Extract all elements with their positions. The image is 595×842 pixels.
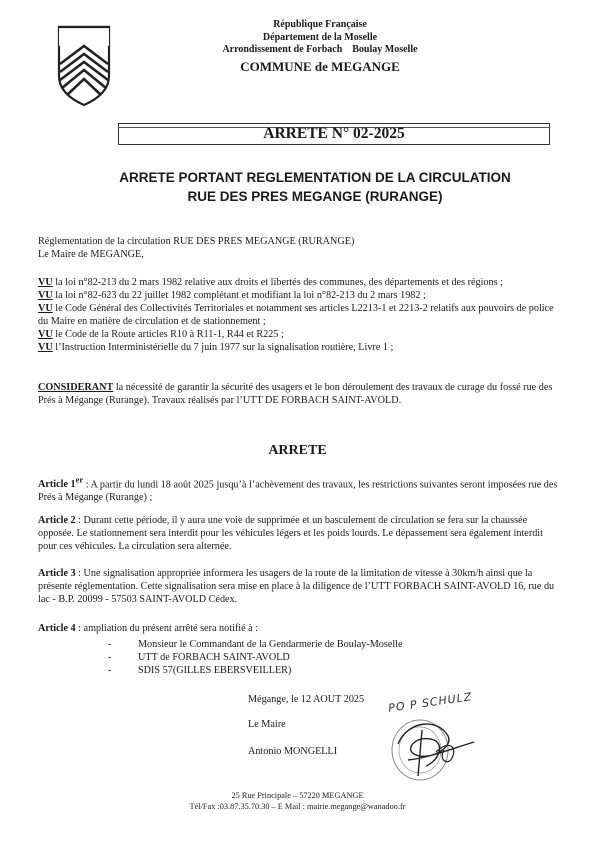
- article-paragraph: [38, 474, 558, 504]
- arrondissement-line: Arrondissement de Forbach Boulay Moselle: [222, 44, 418, 55]
- vu-item: [38, 302, 558, 328]
- article-label-text: Article 1: [38, 479, 76, 491]
- bullet-dash: -: [108, 639, 112, 650]
- recipients-list: [108, 638, 403, 677]
- bullet-dash: -: [108, 665, 112, 676]
- article-2: [38, 514, 558, 553]
- recipient: UTT de FORBACH SAINT-AVOLD: [138, 652, 290, 663]
- vu-text: le Code Général des Collectivités Territoriales et notamment ses articles L2213-1 et 2213-2 relatifs aux pouvoirs de police du Maire en matière de circulation et de stationnement ;: [38, 303, 554, 327]
- vu-label: VU: [38, 277, 53, 288]
- article-text: : A partir du lundi 18 août 2025 jusqu’à l’achèvement des travaux, les restrictions suivantes seront imposées rue des Prés à Mégange (Rurange) ;: [38, 479, 558, 504]
- article-4: [38, 622, 558, 635]
- republic-line: République Française: [273, 19, 367, 30]
- article-paragraph: [38, 567, 558, 606]
- article-paragraph: [38, 514, 558, 553]
- vu-item: [38, 289, 558, 302]
- article-paragraph: [38, 622, 558, 635]
- vu-label: VU: [38, 290, 53, 301]
- vu-item: [38, 276, 558, 289]
- list-item: [108, 651, 403, 664]
- intro: [38, 235, 558, 261]
- place-date: Mégange, le 12 AOUT 2025: [248, 694, 365, 705]
- coat-of-arms-logo: [56, 24, 112, 108]
- vu-text: la loi n°82-213 du 2 mars 1982 relative aux droits et libertés des communes, des départements et des régions ;: [52, 277, 503, 288]
- article-label: [38, 475, 84, 491]
- article-text: : Une signalisation appropriée informera les usagers de la route de la limitation de vitesse à 30km/h ainsi que la présente réglementation. Cette signalisation sera mise en place à la diligence de l’UTT FORBACH SAINT-AVOLD 16, rue du lac - B.P. 20099 - 57503 SAINT-AVOLD Cédex.: [38, 568, 555, 605]
- article-3: [38, 567, 558, 606]
- vu-item: [38, 341, 558, 354]
- arrete-number: ARRETE N° 02-2025: [263, 125, 405, 142]
- article-text: : ampliation du présent arrêté sera notifié à :: [75, 623, 259, 634]
- vu-label: VU: [38, 342, 53, 353]
- vu-label: VU: [38, 303, 53, 314]
- commune-name: COMMUNE de MEGANGE: [240, 58, 400, 74]
- vu-text: l’Instruction Interministérielle du 7 juin 1977 sur la signalisation routière, Livre 1 ;: [52, 342, 394, 353]
- signatory-role: Le Maire: [248, 719, 286, 730]
- recipient: Monsieur le Commandant de la Gendarmerie de Boulay-Moselle: [138, 639, 403, 650]
- article-1: [38, 474, 558, 504]
- vu-label: VU: [38, 329, 53, 340]
- recipient: SDIS 57(GILLES EBERSVEILLER): [138, 665, 292, 676]
- department-line: Département de la Moselle: [262, 31, 378, 43]
- considerant-paragraph: [38, 381, 558, 407]
- document-title-line1: ARRETE PORTANT REGLEMENTATION DE LA CIRCULATION: [119, 170, 511, 185]
- document-title-line2: RUE DES PRES MEGANGE (RURANGE): [187, 189, 443, 204]
- list-item: [108, 638, 403, 651]
- vu-text: le Code de la Route articles R10 à R11-1, R44 et R225 ;: [52, 329, 284, 340]
- vu-text: la loi n°82-623 du 22 juillet 1982 complétant et modifiant la loi n°82-213 du 2 mars 1982 ;: [52, 290, 426, 301]
- vu-list: [38, 276, 558, 354]
- letterhead: [150, 19, 490, 75]
- considerant-label: CONSIDERANT: [38, 382, 114, 393]
- considerant-text: la nécessité de garantir la sécurité des usagers et le bon déroulement des travaux de curage du fossé rue des Prés à Mégange (Rurange). Travaux réalisés par l’UTT DE FORBACH SAINT-AVOLD.: [38, 382, 553, 406]
- article-label: Article 2: [38, 515, 76, 526]
- considerant: [38, 381, 558, 407]
- signature-stamp-icon: [378, 700, 528, 790]
- footer-address: 25 Rue Principale – 57220 MEGANGE: [231, 791, 364, 800]
- arrete-number-box: [118, 123, 550, 145]
- footer-contact: Tél/Fax :03.87.35.70.30 – E Mail : mairie.megange@wanadoo.fr: [189, 802, 406, 811]
- article-label-sup: er: [75, 475, 84, 485]
- intro-line: Réglementation de la circulation RUE DES PRES MEGANGE (RURANGE): [38, 236, 355, 247]
- vu-item: [38, 328, 558, 341]
- article-label: Article 4: [38, 623, 76, 634]
- article-label: Article 3: [38, 568, 76, 579]
- article-text: : Durant cette période, il y aura une voie de supprimée et un basculement de circulation se fera sur la chaussée opposée. Le stationnement sera interdit pour les véhicules légers et les poids lourds. Le dépassement sera également interdit pour ces véhicules. La circulation sera alternée.: [38, 515, 543, 552]
- section-title: ARRETE: [268, 443, 327, 458]
- signatory-name: Antonio MONGELLI: [248, 746, 338, 757]
- bullet-dash: -: [108, 652, 112, 663]
- list-item: [108, 664, 403, 677]
- intro-line: Le Maire de MEGANGE,: [38, 249, 144, 260]
- handwritten-note: PO P SCHULZ: [387, 690, 474, 715]
